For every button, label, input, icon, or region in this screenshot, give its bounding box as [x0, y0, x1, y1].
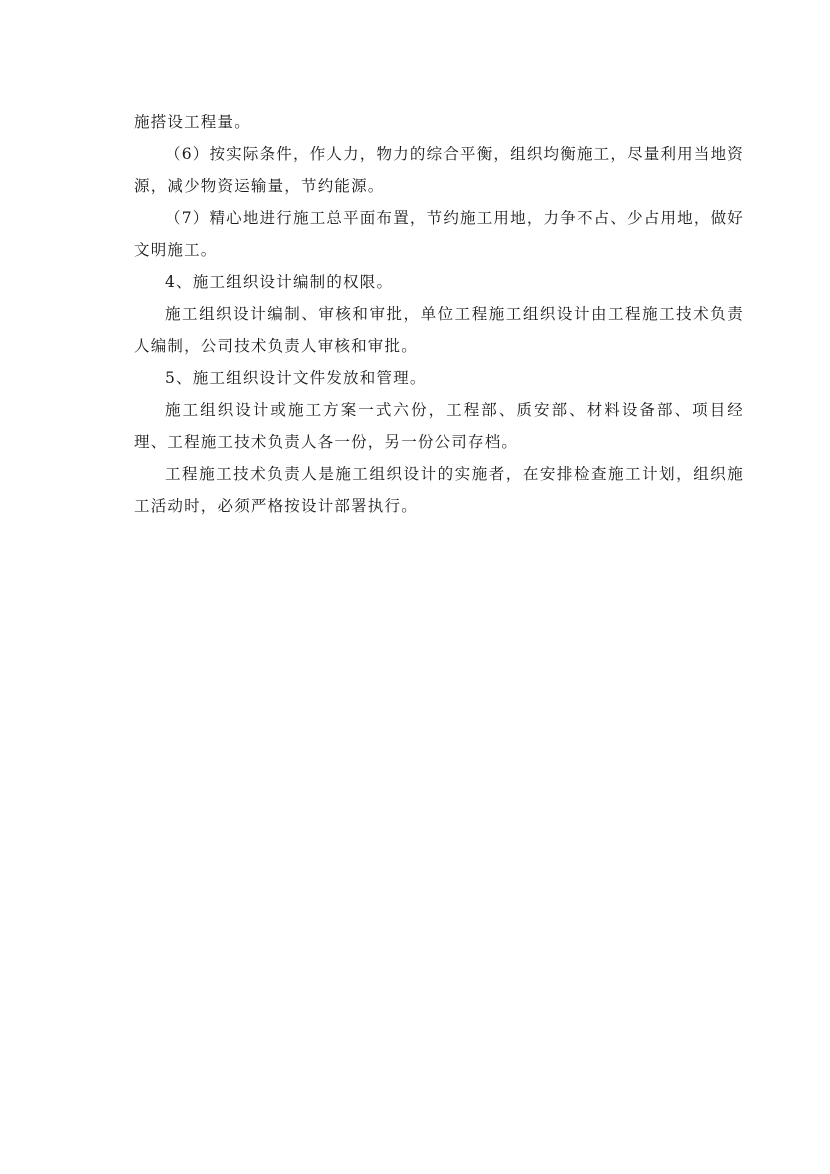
paragraph-item-7: （7）精心地进行施工总平面布置，节约施工用地，力争不占、少占用地，做好文明施工。: [134, 209, 744, 259]
paragraph-item-6: （6）按实际条件，作人力，物力的综合平衡，组织均衡施工，尽量利用当地资源，减少物资运输量，节约能源。: [134, 145, 744, 195]
section-heading-authority: 4、施工组织设计编制的权限。: [165, 273, 394, 291]
paragraph-continuation: 施搭设工程量。: [134, 113, 251, 131]
paragraph-authority: 施工组织设计编制、审核和审批，单位工程施工组织设计由工程施工技术负责人编制，公司技术负责人审核和审批。: [134, 305, 744, 355]
paragraph-distribution: 施工组织设计或施工方案一式六份，工程部、质安部、材料设备部、项目经理、工程施工技术负责人各一份，另一份公司存档。: [134, 401, 744, 451]
paragraph-implementation: 工程施工技术负责人是施工组织设计的实施者，在安排检查施工计划，组织施工活动时，必须严格按设计部署执行。: [134, 465, 744, 515]
section-heading-distribution: 5、施工组织设计文件发放和管理。: [165, 369, 427, 387]
document-body: [134, 106, 744, 522]
